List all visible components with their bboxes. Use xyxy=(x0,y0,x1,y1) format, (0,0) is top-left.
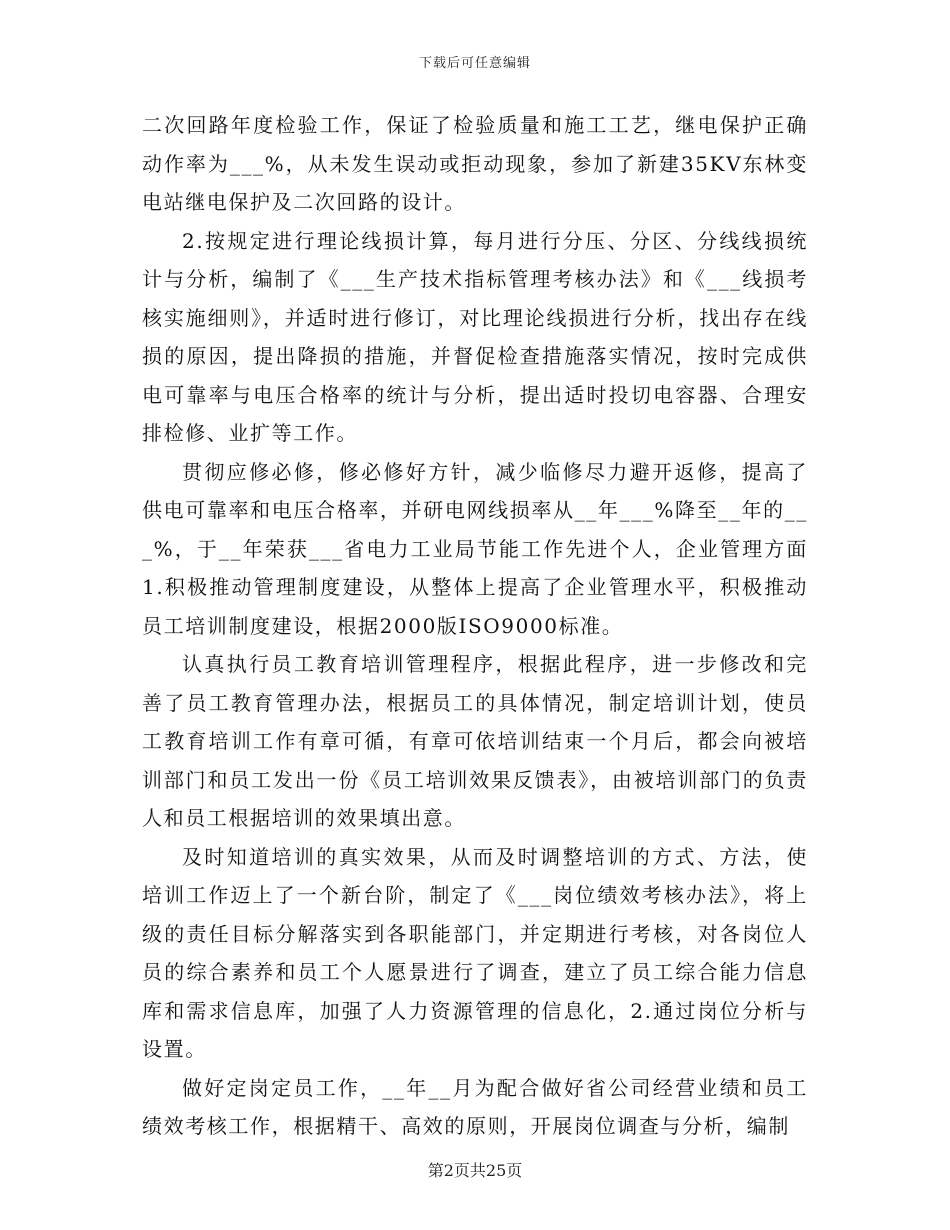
paragraph-1: 二次回路年度检验工作，保证了检验质量和施工工艺，继电保护正确动作率为___%，从未发生误动或拒动现象，参加了新建35KV东林变电站继电保护及二次回路的设计。 xyxy=(142,113,808,214)
paragraph-4: 认真执行员工教育培训管理程序，根据此程序，进一步修改和完善了员工教育管理办法，根据员工的具体情况，制定培训计划，使员工教育培训工作有章可循，有章可依培训结束一个月后，都会向被培训部门和员工发出一份《员工培训效果反馈表》，由被培训部门的负责人和员工根据培训的效果填出意。 xyxy=(142,652,808,830)
paragraph-2: 2.按规定进行理论线损计算，每月进行分压、分区、分线线损统计与分析，编制了《___生产技术指标管理考核办法》和《___线损考核实施细则》，并适时进行修订，对比理论线损进行分析，找出存在线损的原因，提出降损的措施，并督促检查措施落实情况，按时完成供电可靠率与电压合格率的统计与分析，提出适时投切电容器、合理安排检修、业扩等工作。 xyxy=(142,228,808,445)
paragraph-6: 做好定岗定员工作，__年__月为配合做好省公司经营业绩和员工绩效考核工作，根据精干、高效的原则，开展岗位调查与分析，编制 xyxy=(142,1075,808,1138)
document-body xyxy=(142,106,808,1146)
paragraph-5: 及时知道培训的真实效果，从而及时调整培训的方式、方法，使培训工作迈上了一个新台阶，制定了《___岗位绩效考核办法》，将上级的责任目标分解落实到各职能部门，并定期进行考核，对各岗位人员的综合素养和员工个人愿景进行了调查，建立了员工综合能力信息库和需求信息库，加强了人力资源管理的信息化，2.通过岗位分析与设置。 xyxy=(142,844,808,1061)
page-header-note: 下载后可任意编辑 xyxy=(418,56,531,71)
page-number: 第2页共25页 xyxy=(427,1161,523,1180)
paragraph-3: 贯彻应修必修，修必修好方针，减少临修尽力避开返修，提高了供电可靠率和电压合格率，并研电网线损率从__年___%降至__年的___%，于__年荣获___省电力工业局节能工作先进个人，企业管理方面1.积极推动管理制度建设，从整体上提高了企业管理水平，积极推动员工培训制度建设，根据2000版ISO9000标准。 xyxy=(142,459,808,638)
